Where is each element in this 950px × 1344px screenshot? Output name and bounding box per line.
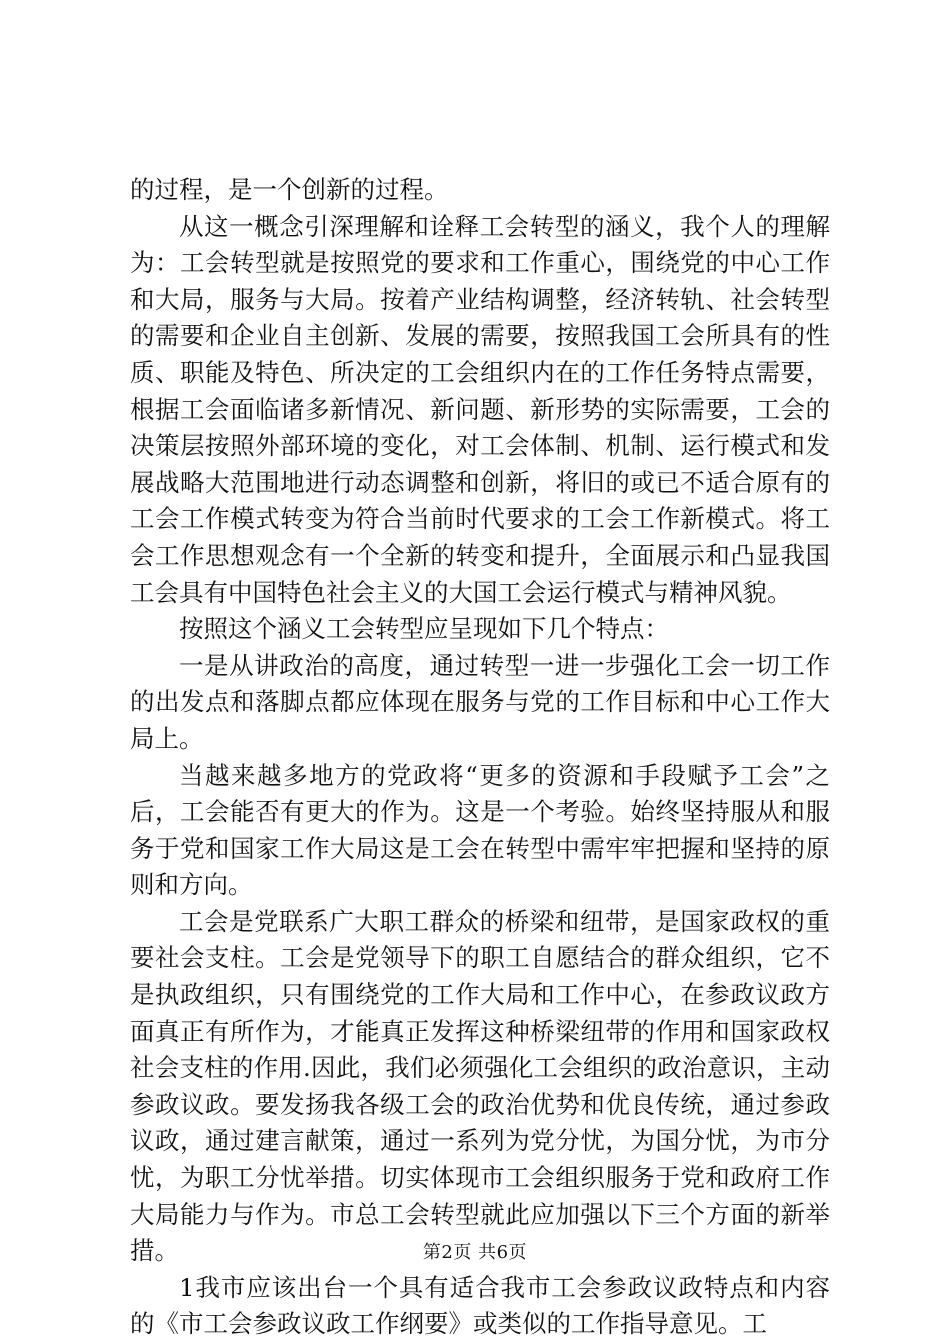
paragraph-7: 1我市应该出台一个具有适合我市工会参政议政特点和内容的《市工会参政议政工作纲要》或类似的工作指导意见。工 <box>130 1272 830 1339</box>
paragraph-3: 按照这个涵义工会转型应呈现如下几个特点： <box>179 614 669 644</box>
paragraph-1: 的过程，是一个创新的过程。 <box>130 175 449 204</box>
paragraph-6: 工会是党联系广大职工群众的桥梁和纽带，是国家政权的重要社会支柱。工会是党领导下的职工自愿结合的群众组织，它不是执政组织，只有围绕党的工作大局和工作中心，在参政议政方面真正有所作为，才能真正发挥这种桥梁纽带的作用和国家政权社会支柱的作用.因此，我们必须强化工会组织的政治意识，主动参政议政。要发扬我各级工会的政治优势和优良传统，通过参政议政，通过建言献策，通过一系列为党分忧，为国分忧，为市分忧，为职工分忧举措。切实体现市工会组织服务于党和政府工作大局能力与作为。市总工会转型就此应加强以下三个方面的新举措。 <box>130 906 830 1266</box>
paragraph-5: 当越来越多地方的党政将“更多的资源和手段赋予工会”之后，工会能否有更大的作为。这是一个考验。始终坚持服从和服务于党和国家工作大局这是工会在转型中需牢牢把握和坚持的原则和方向。 <box>130 760 830 900</box>
paragraph-4: 一是从讲政治的高度，通过转型一进一步强化工会一切工作的出发点和落脚点都应体现在服务与党的工作目标和中心工作大局上。 <box>130 650 830 753</box>
document-body <box>130 172 830 1343</box>
paragraph-2: 从这一概念引深理解和诠释工会转型的涵义，我个人的理解为：工会转型就是按照党的要求和工作重心，围绕党的中心工作和大局，服务与大局。按着产业结构调整，经济转轨、社会转型的需要和企业自主创新、发展的需要，按照我国工会所具有的性质、职能及特色、所决定的工会组织内在的工作任务特点需要，根据工会面临诸多新情况、新问题、新形势的实际需要，工会的决策层按照外部环境的变化，对工会体制、机制、运行模式和发展战略大范围地进行动态调整和创新，将旧的或已不适合原有的工会工作模式转变为符合当前时代要求的工会工作新模式。将工会工作思想观念有一个全新的转变和提升，全面展示和凸显我国工会具有中国特色社会主义的大国工会运行模式与精神风貌。 <box>130 211 830 607</box>
page-number-footer: 第2页 共6页 <box>422 1242 528 1263</box>
